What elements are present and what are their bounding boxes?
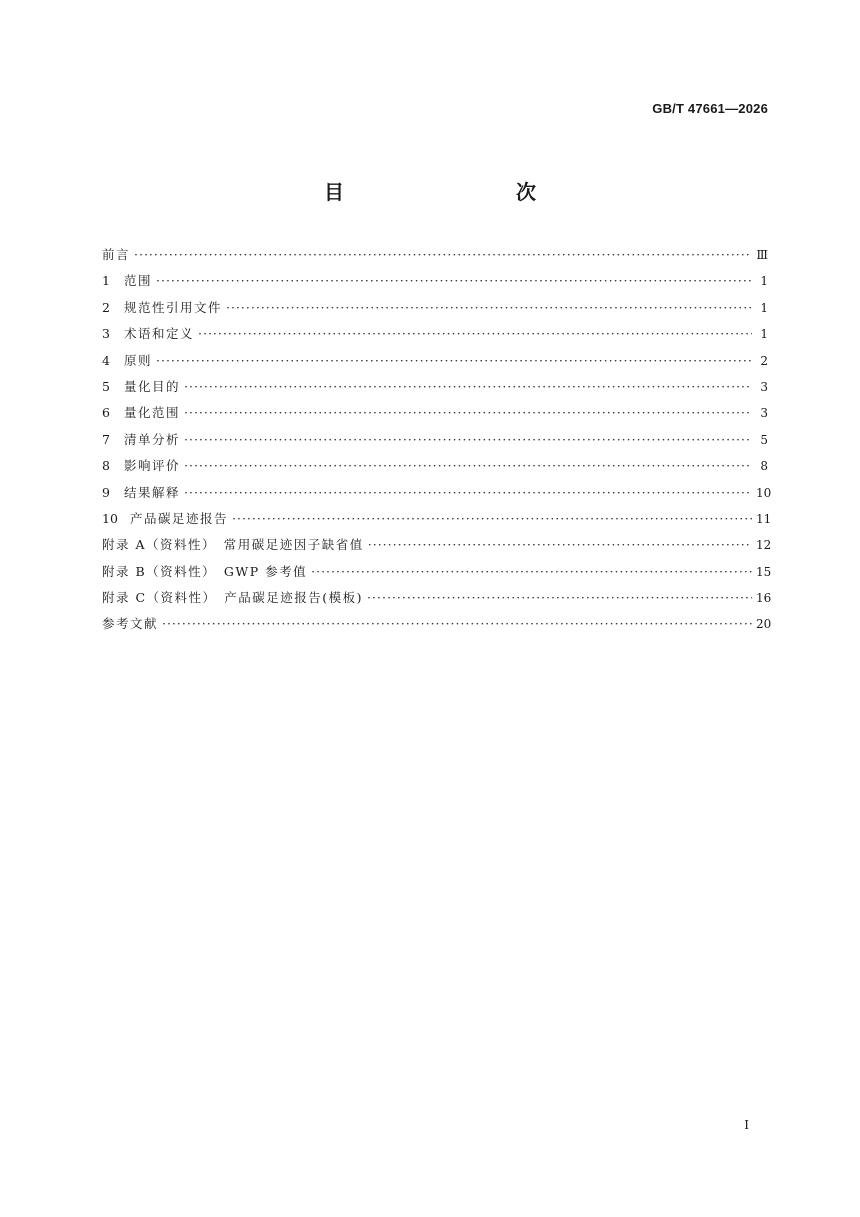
toc-entry-inventory-analysis[interactable] bbox=[102, 430, 768, 456]
toc-entry-number: 10 bbox=[102, 510, 118, 526]
toc-entry-page: 1 bbox=[760, 300, 768, 315]
toc-entry-label: 产品碳足迹报告 bbox=[130, 510, 229, 526]
toc-entry-number: 2 bbox=[102, 299, 110, 315]
toc-title: 目 次 bbox=[324, 180, 580, 204]
toc-entry-number: 5 bbox=[102, 378, 110, 394]
toc-leader-dots bbox=[184, 405, 752, 420]
toc-entry-page: 15 bbox=[756, 564, 772, 579]
toc-entry-interpretation[interactable] bbox=[102, 483, 772, 509]
page-number: I bbox=[744, 1118, 749, 1132]
toc-entry-normative-references[interactable] bbox=[102, 298, 768, 324]
toc-entry-number: 4 bbox=[102, 352, 110, 368]
toc-leader-dots bbox=[226, 300, 752, 315]
toc-entry-bibliography[interactable] bbox=[102, 614, 772, 640]
toc-leader-dots bbox=[156, 353, 752, 368]
toc-entry-page: 5 bbox=[760, 432, 768, 447]
toc-entry-page: 16 bbox=[756, 591, 772, 606]
toc-entry-page: 2 bbox=[760, 353, 768, 368]
toc-leader-dots bbox=[184, 432, 752, 447]
toc-entry-label: 结果解释 bbox=[124, 484, 181, 500]
toc-leader-dots bbox=[311, 564, 752, 579]
toc-entry-label: 范围 bbox=[124, 273, 153, 289]
toc-entry-annex-a[interactable] bbox=[102, 535, 772, 561]
toc-leader-dots bbox=[134, 247, 752, 262]
toc-entry-label: 附录 C（资料性） 产品碳足迹报告(模板) bbox=[102, 590, 364, 606]
toc-entry-quantification-goal[interactable] bbox=[102, 377, 768, 403]
toc-entry-label: 前言 bbox=[102, 247, 131, 262]
toc-entry-label: 原则 bbox=[124, 352, 153, 368]
toc-leader-dots bbox=[367, 590, 752, 605]
toc-entry-page: 10 bbox=[756, 485, 772, 500]
toc-entry-foreword[interactable] bbox=[102, 245, 768, 271]
toc-leader-dots bbox=[184, 485, 752, 500]
toc-entry-label: 附录 A（资料性） 常用碳足迹因子缺省值 bbox=[102, 537, 364, 553]
toc-entry-label: 清单分析 bbox=[124, 431, 181, 447]
toc-entry-number: 3 bbox=[102, 326, 110, 342]
toc-entry-page: 8 bbox=[760, 459, 768, 474]
toc-entry-label: 量化目的 bbox=[124, 378, 181, 394]
toc-leader-dots bbox=[156, 273, 752, 288]
toc-leader-dots bbox=[198, 326, 752, 341]
toc-entry-page: Ⅲ bbox=[756, 248, 768, 262]
toc-entry-label: 术语和定义 bbox=[124, 326, 195, 342]
toc-entry-label: 影响评价 bbox=[124, 458, 181, 474]
toc-entry-page: 20 bbox=[756, 617, 772, 632]
toc-entry-number: 6 bbox=[102, 405, 110, 421]
toc-entry-label: 参考文献 bbox=[102, 616, 159, 632]
toc-entry-annex-b[interactable] bbox=[102, 562, 772, 588]
toc-entry-report[interactable] bbox=[102, 509, 772, 535]
toc-leader-dots bbox=[232, 511, 752, 526]
toc-leader-dots bbox=[368, 537, 752, 552]
toc-leader-dots bbox=[184, 379, 752, 394]
toc-entry-page: 3 bbox=[760, 406, 768, 421]
toc-entry-page: 1 bbox=[760, 274, 768, 289]
toc-entry-terms-definitions[interactable] bbox=[102, 324, 768, 350]
toc-entry-number: 8 bbox=[102, 458, 110, 474]
toc-entry-impact-assessment[interactable] bbox=[102, 456, 768, 482]
toc-entry-label: 附录 B（资料性） GWP 参考值 bbox=[102, 563, 308, 579]
toc-entry-page: 12 bbox=[756, 538, 772, 553]
toc-leader-dots bbox=[162, 616, 752, 631]
toc-entry-quantification-scope[interactable] bbox=[102, 403, 768, 429]
standard-number: GB/T 47661—2026 bbox=[652, 101, 768, 116]
toc-entry-number: 7 bbox=[102, 431, 110, 447]
toc-entry-page: 1 bbox=[760, 327, 768, 342]
toc-entry-page: 11 bbox=[756, 511, 772, 526]
toc-entry-label: 规范性引用文件 bbox=[124, 299, 223, 315]
toc-entry-page: 3 bbox=[760, 379, 768, 394]
toc-entry-scope[interactable] bbox=[102, 271, 768, 297]
toc-entry-annex-c[interactable] bbox=[102, 588, 772, 614]
toc-entry-principles[interactable] bbox=[102, 351, 768, 377]
toc-entry-number: 1 bbox=[102, 273, 110, 289]
toc-entry-label: 量化范围 bbox=[124, 405, 181, 421]
toc-entry-number: 9 bbox=[102, 484, 110, 500]
table-of-contents bbox=[102, 245, 772, 641]
toc-leader-dots bbox=[184, 458, 752, 473]
